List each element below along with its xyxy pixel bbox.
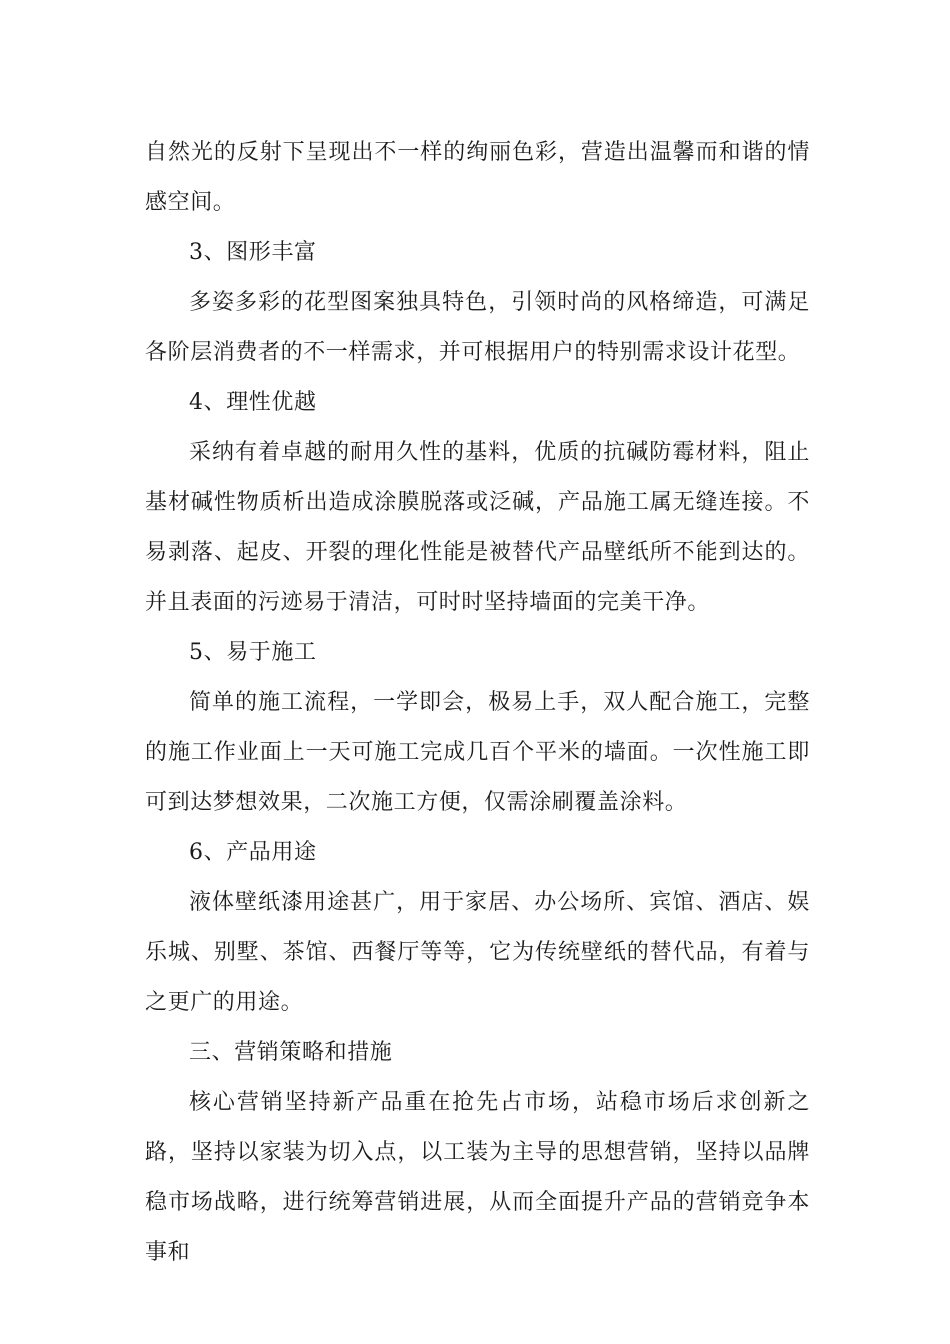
section-heading-performance: 4、理性优越 (189, 390, 317, 415)
body-paragraph: 多姿多彩的花型图案独具特色，引领时尚的风格缔造，可满足各阶层消费者的不一样需求，并可根据用户的特别需求设计花型。 (145, 290, 810, 365)
body-paragraph: 液体壁纸漆用途甚广，用于家居、办公场所、宾馆、酒店、娱乐城、别墅、茶馆、西餐厅等等，它为传统壁纸的替代品，有着与之更广的用途。 (145, 890, 810, 1015)
body-paragraph: 采纳有着卓越的耐用久性的基料，优质的抗碱防霉材料，阻止基材碱性物质析出造成涂膜脱落或泛碱，产品施工属无缝连接。不易剥落、起皮、开裂的理化性能是被替代产品壁纸所不能到达的。并且表面的污迹易于清洁，可时时坚持墙面的完美干净。 (145, 440, 810, 615)
document-body (145, 128, 810, 1278)
section-heading-graphics: 3、图形丰富 (189, 240, 317, 265)
body-paragraph: 自然光的反射下呈现出不一样的绚丽色彩，营造出温馨而和谐的情感空间。 (145, 140, 810, 215)
body-paragraph: 核心营销坚持新产品重在抢先占市场，站稳市场后求创新之路，坚持以家装为切入点，以工装为主导的思想营销，坚持以品牌稳市场战略，进行统筹营销进展，从而全面提升产品的营销竞争本事和 (145, 1090, 810, 1265)
chapter-heading-marketing: 三、营销策略和措施 (189, 1040, 393, 1065)
body-paragraph: 简单的施工流程，一学即会，极易上手，双人配合施工，完整的施工作业面上一天可施工完成几百个平米的墙面。一次性施工即可到达梦想效果，二次施工方便，仅需涂刷覆盖涂料。 (145, 690, 810, 815)
section-heading-construction: 5、易于施工 (189, 640, 317, 665)
section-heading-usage: 6、产品用途 (189, 840, 317, 865)
